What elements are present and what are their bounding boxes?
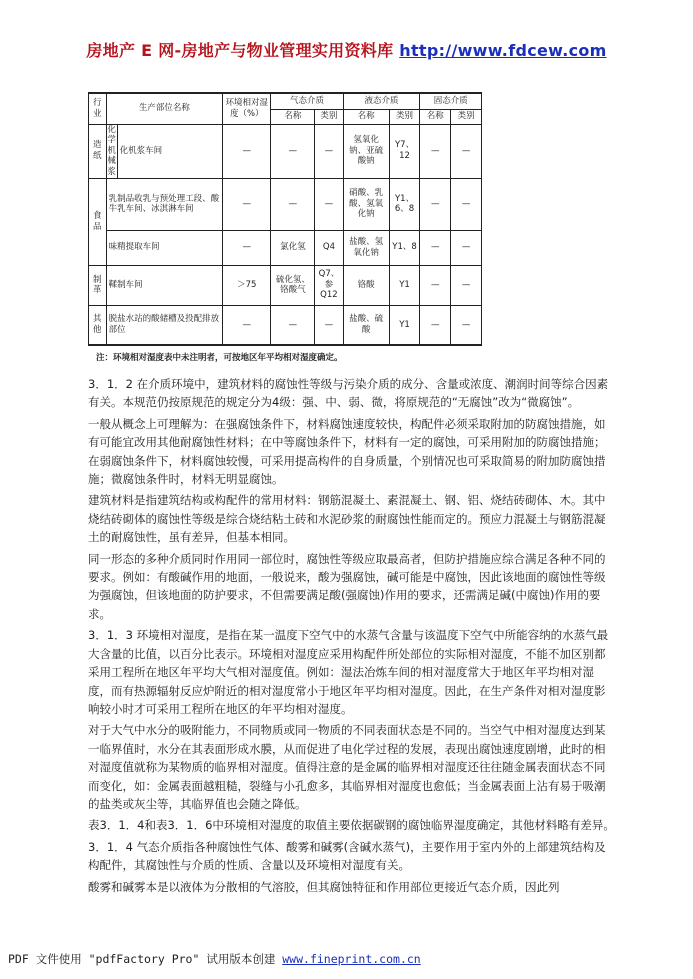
cell-humidity: — [223, 230, 271, 265]
paragraph: 同一形态的多种介质同时作用同一部位时，腐蚀性等级应取最高者，但防护措施应综合满足各种不同的要求。例如：有酸碱作用的地面，一般说来，酸为强腐蚀，碱可能是中腐蚀，因此该地面的腐蚀性等级为强腐蚀，但该地面的防护要求，不但需要满足酸(强腐蚀)作用的要求，还需满足碱(中腐蚀)作用的要求。 [88, 551, 606, 621]
cell-sol-name: — [420, 124, 451, 178]
cell-sol-type: — [451, 178, 482, 230]
page-header [0, 38, 693, 61]
paragraph: 酸雾和碱雾本是以液体为分散相的气溶胶，但其腐蚀特征和作用部位更接近气态介质，因此列 [88, 879, 560, 894]
cell-gas-type: Q4 [315, 230, 343, 265]
paragraph: 一般从概念上可理解为：在强腐蚀条件下，材料腐蚀速度较快，构配件必须采取附加的防腐蚀措施，如有可能宜改用其他耐腐蚀性材料；在中等腐蚀条件下，材料有一定的腐蚀，可采用附加的防腐蚀措施；在弱腐蚀条件下，材料腐蚀较慢，可采用提高构件的自身质量，个别情况也可采取简易的附加防腐蚀措施；微腐蚀条件时，材料无明显腐蚀。 [88, 416, 606, 487]
th-humidity: 环境相对湿度（%） [223, 93, 271, 124]
paragraph: 表3．1．4和表3．1．6中环境相对湿度的取值主要依据碳钢的腐蚀临界湿度确定，其他材料略有差异。 [88, 818, 615, 833]
th-gas: 气态介质 [271, 93, 343, 109]
pdf-footer [8, 951, 421, 967]
paragraph: 3．1．4 气态介质指各种腐蚀性气体、酸雾和碱雾(含碱水蒸气)，主要作用于室内外的上部建筑结构及构配件，其腐蚀性与介质的性质、含量以及环境相对湿度有关。 [88, 839, 606, 873]
footer-text: PDF 文件使用 "pdfFactory Pro" 试用版本创建 [8, 952, 283, 966]
header-url-link[interactable]: http://www.fdcew.com [399, 41, 607, 60]
th-gas-name: 名称 [271, 109, 315, 124]
table-row [89, 305, 482, 345]
cell-sub: 化学机械浆 [107, 124, 116, 177]
cell-liq-type: Y7、12 [389, 124, 420, 178]
cell-sol-type: — [451, 124, 482, 178]
th-liquid: 液态介质 [343, 93, 420, 109]
footer-link[interactable]: www.fineprint.com.cn [282, 952, 421, 966]
th-liq-type: 类别 [389, 109, 420, 124]
cell-dept: 乳制品收乳与预处理工段、酸牛乳车间、冰淇淋车间 [106, 178, 222, 230]
cell-humidity: — [223, 178, 271, 230]
cell-liq-type: Y1 [389, 305, 420, 345]
paragraph: 建筑材料是指建筑结构或构配件的常用材料：钢筋混凝土、素混凝土、钢、铝、烧结砖砌体、木。其中烧结砖砌体的腐蚀性等级是综合烧结粘土砖和水泥砂浆的耐腐蚀性能而定的。预应力混凝土与钢筋混凝土的耐腐蚀性，虽有差异，但基本相同。 [88, 493, 606, 545]
cell-liq-type: Y1、8 [389, 230, 420, 265]
cell-dept: 化机浆车间 [117, 124, 223, 178]
paragraph: 对于大气中水分的吸附能力，不同物质或同一物质的不同表面状态是不同的。当空气中相对湿度达到某一临界值时，水分在其表面形成水膜，从而促进了电化学过程的发展，表现出腐蚀速度剧增，此时的相对湿度值就称为某物质的临界相对湿度。值得注意的是金属的临界相对湿度还往往随金属表面状态不同而变化，如：金属表面越粗糙，裂缝与小孔愈多，其临界相对湿度也愈低；当金属表面上沾有易于吸潮的盐类或灰尘等，其临界值也会随之降低。 [88, 723, 606, 811]
table-note: 注：环境相对湿度表中未注明者，可按地区年平均相对湿度确定。 [96, 353, 343, 363]
cell-industry: 食品 [89, 178, 107, 265]
table-row [89, 230, 482, 265]
table-row [89, 265, 482, 305]
cell-dept: 味精提取车间 [106, 230, 222, 265]
cell-industry: 其他 [89, 305, 107, 345]
cell-gas-name: 硫化氢、铬酸气 [271, 265, 315, 305]
cell-gas-type: — [315, 178, 343, 230]
cell-liq-name: 氢氧化钠、亚硫酸钠 [343, 124, 389, 178]
th-liq-name: 名称 [343, 109, 389, 124]
cell-sol-type: — [451, 230, 482, 265]
th-gas-type: 类别 [315, 109, 343, 124]
corrosion-media-table-container [88, 92, 482, 346]
cell-industry: 造纸 [89, 124, 107, 178]
cell-gas-name: 氯化氢 [271, 230, 315, 265]
table-row [89, 124, 482, 178]
th-sol-name: 名称 [420, 109, 451, 124]
cell-liq-type: Y1 [389, 265, 420, 305]
cell-gas-type: — [315, 124, 343, 178]
header-title: 房地产 E 网-房地产与物业管理实用资料库 [86, 41, 400, 60]
paragraph: 3．1．3 环境相对湿度，是指在某一温度下空气中的水蒸气含量与该温度下空气中所能容纳的水蒸气最大含量的比值，以百分比表示。环境相对湿度应采用构配件所处部位的实际相对湿度，不能不加区别都采用工程所在地区年平均大气相对湿度值。例如：湿法冶炼车间的相对湿度常大于地区年平均相对湿度，而有热源辐射反应炉附近的相对湿度常小于地区年平均相对湿度。因此，在生产条件对相对湿度影响较小时才可采用工程所在地区的年平均相对湿度。 [88, 628, 609, 716]
cell-sol-name: — [420, 230, 451, 265]
cell-gas-type: Q7、参Q12 [315, 265, 343, 305]
paragraph: 3．1．2 在介质环境中，建筑材料的腐蚀性等级与污染介质的成分、含量或浓度、潮润时间等综合因素有关。本规范仍按原规范的规定分为4级：强、中、弱、微，将原规范的“无腐蚀”改为“微腐蚀”。 [88, 377, 609, 410]
cell-gas-type: — [315, 305, 343, 345]
th-sol-type: 类别 [451, 109, 482, 124]
cell-gas-name: — [271, 178, 315, 230]
table-row [89, 178, 482, 230]
cell-liq-name: 硝酸、乳酸、氢氧化钠 [343, 178, 389, 230]
body-text [88, 375, 616, 899]
cell-liq-type: Y1、6、8 [389, 178, 420, 230]
cell-sol-type: — [451, 265, 482, 305]
cell-liq-name: 盐酸、硫酸 [343, 305, 389, 345]
cell-industry: 制革 [89, 265, 107, 305]
cell-dept: 鞣制车间 [106, 265, 222, 305]
cell-gas-name: — [271, 305, 315, 345]
cell-sol-type: — [451, 305, 482, 345]
cell-gas-name: — [271, 124, 315, 178]
cell-liq-name: 盐酸、氢氧化钠 [343, 230, 389, 265]
cell-sol-name: — [420, 178, 451, 230]
th-department: 生产部位名称 [106, 93, 222, 124]
cell-humidity: ＞75 [223, 265, 271, 305]
cell-sol-name: — [420, 265, 451, 305]
cell-humidity: — [223, 124, 271, 178]
cell-humidity: — [223, 305, 271, 345]
cell-dept: 脱盐水站的酸储槽及投配排放部位 [106, 305, 222, 345]
cell-liq-name: 铬酸 [343, 265, 389, 305]
corrosion-media-table [88, 92, 482, 346]
th-solid: 固态介质 [420, 93, 482, 109]
th-industry: 行业 [89, 93, 107, 124]
cell-sol-name: — [420, 305, 451, 345]
